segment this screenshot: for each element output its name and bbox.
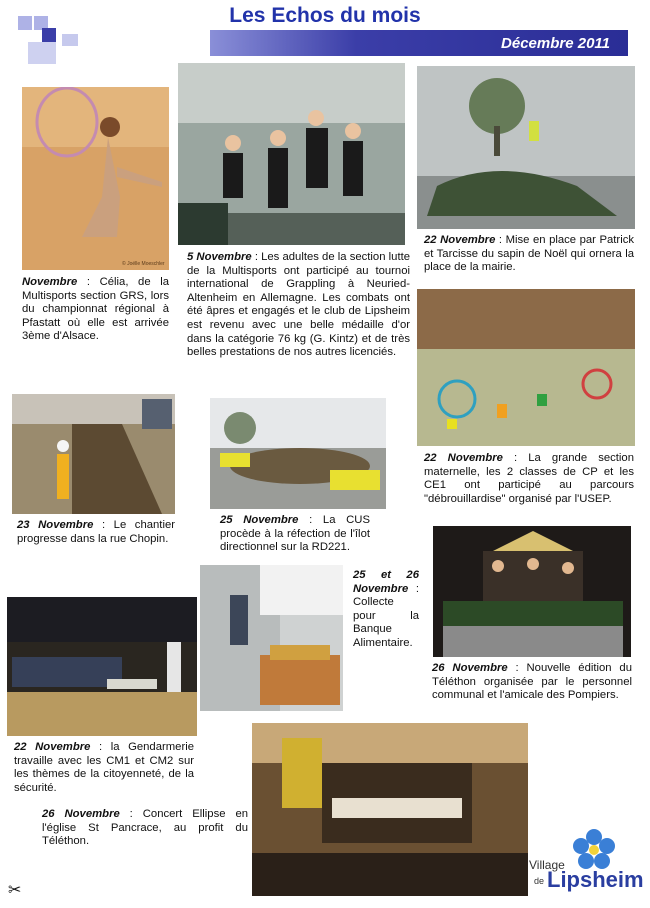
caption-telethon: 26 Novembre : Nouvelle édition du Téléthon organisée par le personnel communal et l'amicale des Pompiers.: [432, 662, 633, 702]
caption-chantier: 23 Novembre : Le chantier progresse dans la rue Chopin.: [17, 519, 176, 545]
header-decor-square: [28, 42, 56, 64]
caption-grappling: 5 Novembre : Les adultes de la section lutte de la Multisports ont participé au tournoi international de Grappling à Neuried-Altenheim en Allemagne. Les combats ont été âpres et engagés et le club de Lipsheim est revenu avec une belle médaille d'or dans la catégorie 76 kg (G. Kintz) et de très belles prestations de nos autres licenciés.: [187, 251, 410, 359]
header-decor-square: [42, 28, 56, 42]
caption-celia: Novembre : Célia, de la Multisports section GRS, lors du championnat régional à Pfastatt où elle est arrivée 3ème d'Alsace.: [22, 276, 169, 343]
scissors-icon: ✂: [8, 880, 22, 899]
caption-maternelle: 22 Novembre : La grande section maternelle, les 2 classes de CP et les CE1 ont participé au parcours "débrouillardise" organisé par l'USEP.: [424, 452, 635, 505]
issue-date: Décembre 2011: [501, 35, 610, 52]
photo-cus-traffic-island: [210, 398, 386, 509]
photo-credit: © Joëlle Moeschler: [122, 261, 165, 267]
photo-gym-course: [417, 289, 635, 446]
flower-logo-icon: [571, 828, 617, 872]
caption-gendarmerie: 22 Novembre : la Gendarmerie travaille avec les CM1 et CM2 sur les thèmes de la citoyenneté, de la sécurité.: [14, 741, 195, 794]
caption-collecte: 25 et 26 Novembre : Collecte pour la Banque Alimentaire.: [353, 569, 419, 649]
caption-concert: 26 Novembre : Concert Ellipse en l'église St Pancrace, au profit du Téléthon.: [42, 808, 249, 848]
photo-gendarmerie-class: [7, 597, 197, 736]
logo-de: de: [534, 876, 545, 886]
logo-village: Village: [529, 858, 565, 872]
photo-christmas-tree-setup: [417, 66, 635, 229]
page-title: Les Echos du mois: [229, 4, 421, 27]
photo-food-collection: [200, 565, 343, 711]
photo-concert-church: [252, 723, 528, 896]
logo-lipsheim: Lipsheim: [547, 867, 644, 892]
photo-grappling-podium: [178, 63, 405, 245]
photo-telethon-stand: [433, 526, 631, 657]
photo-celia-grs: [22, 87, 169, 270]
caption-sapin: 22 Novembre : Mise en place par Patrick et Tarcisse du sapin de Noël qui ornera la place de la mairie.: [424, 234, 635, 274]
caption-cus: 25 Novembre : La CUS procède à la réfection de l'îlot directionnel sur la RD221.: [220, 514, 370, 554]
photo-roadworks-chopin: [12, 394, 175, 514]
header-decor-square: [62, 34, 78, 46]
